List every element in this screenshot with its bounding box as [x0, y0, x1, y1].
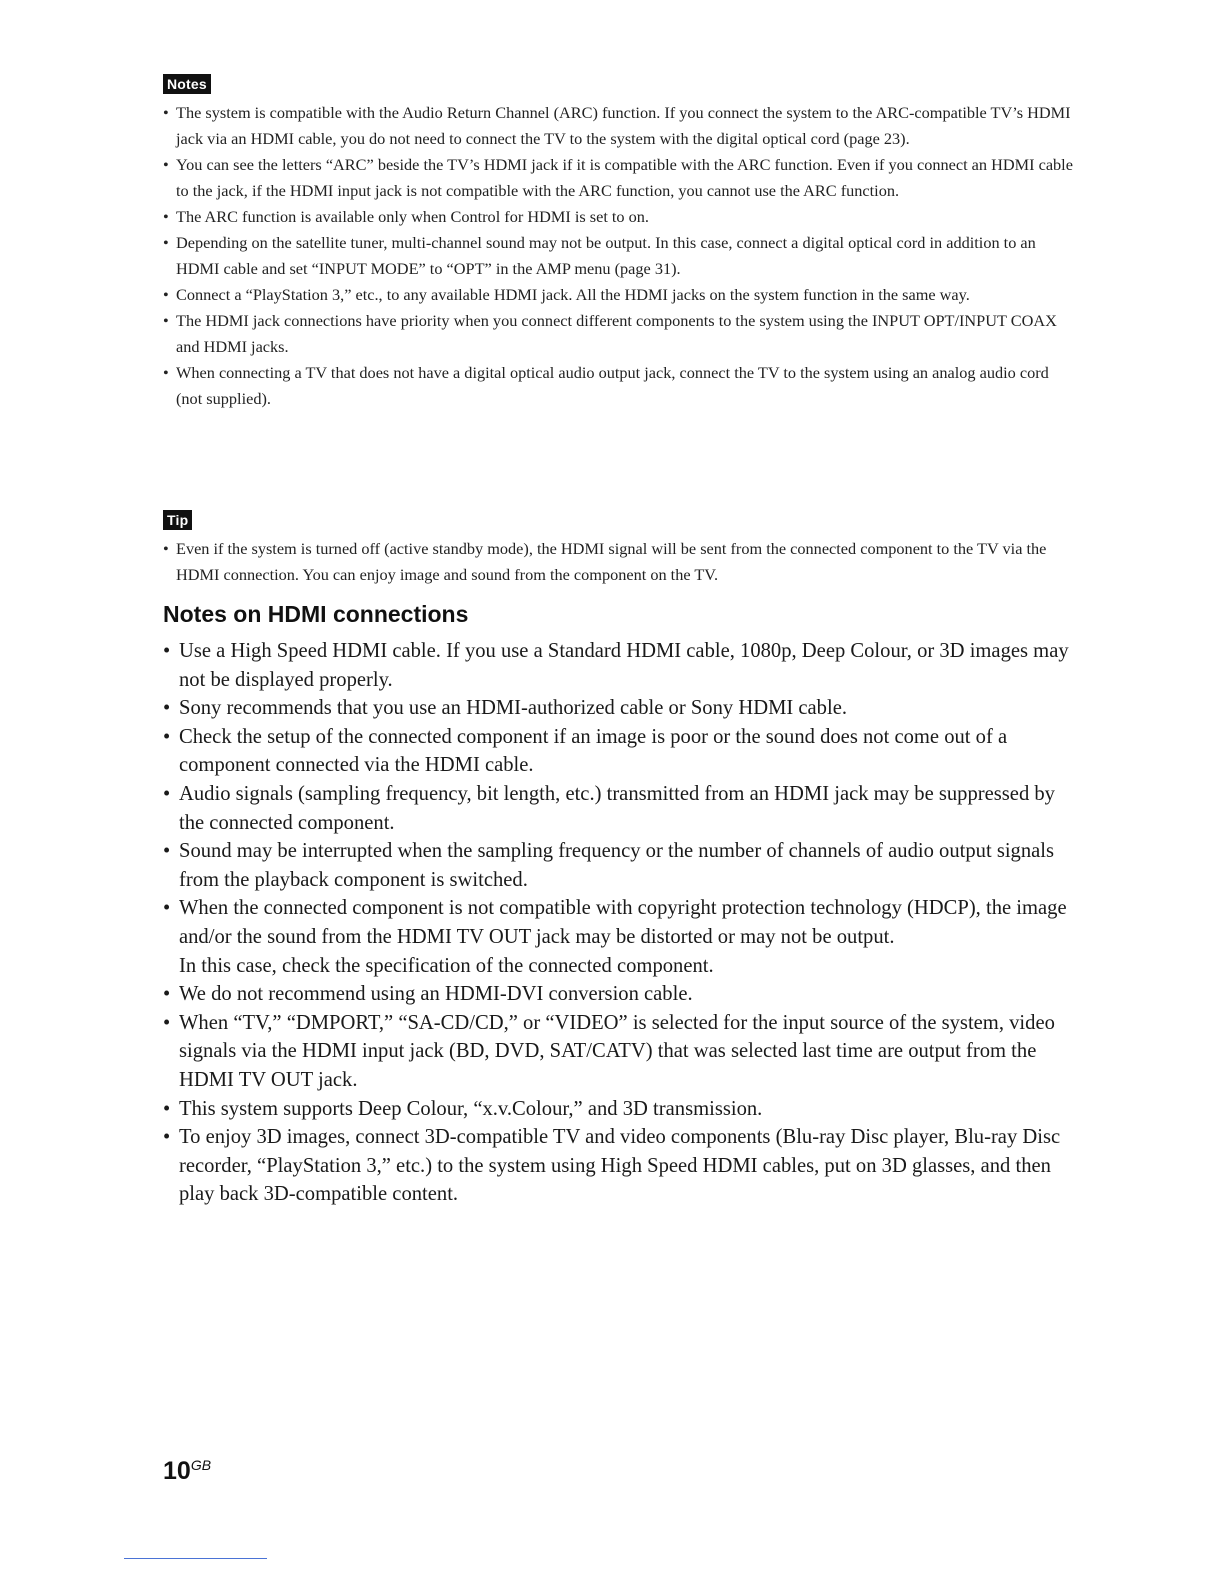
note-item: • When connecting a TV that does not have a digital optical audio output jack, connect the TV to the system using an analog audio cord (not supplied). — [163, 360, 1078, 412]
notes-list — [163, 100, 1078, 412]
tip-item: • Even if the system is turned off (active standby mode), the HDMI signal will be sent from the connected component to the TV via the HDMI connection. You can enjoy image and sound from the component on the TV. — [163, 536, 1078, 588]
page-number-suffix: GB — [190, 1457, 212, 1473]
hdmi-note-item: • This system supports Deep Colour, “x.v.Colour,” and 3D transmission. — [163, 1095, 1078, 1124]
note-item: • Depending on the satellite tuner, multi-channel sound may not be output. In this case, connect a digital optical cord in addition to an HDMI cable and set “INPUT MODE” to “OPT” in the AMP menu (page 31). — [163, 230, 1078, 282]
note-item: • Connect a “PlayStation 3,” etc., to any available HDMI jack. All the HDMI jacks on the system function in the same way. — [163, 282, 1078, 308]
hdmi-note-item: • When the connected component is not compatible with copyright protection technology (HDCP), the image and/or the sound from the HDMI TV OUT jack may be distorted or may not be output. — [163, 894, 1078, 951]
hdmi-note-item: • Sound may be interrupted when the sampling frequency or the number of channels of audio output signals from the playback component is switched. — [163, 837, 1078, 894]
section-heading: Notes on HDMI connections — [163, 601, 469, 627]
hdmi-note-item: • When “TV,” “DMPORT,” “SA-CD/CD,” or “VIDEO” is selected for the input source of the system, video signals via the HDMI input jack (BD, DVD, SAT/CATV) that was selected last time are output from the HDMI TV OUT jack. — [163, 1009, 1078, 1095]
note-item: • You can see the letters “ARC” beside the TV’s HDMI jack if it is compatible with the ARC function. Even if you connect an HDMI cable to the jack, if the HDMI input jack is not compatible with the ARC function, you cannot use the ARC function. — [163, 152, 1078, 204]
hdmi-note-item: • Audio signals (sampling frequency, bit length, etc.) transmitted from an HDMI jack may be suppressed by the connected component. — [163, 780, 1078, 837]
hdmi-note-item: • We do not recommend using an HDMI-DVI conversion cable. — [163, 980, 1078, 1009]
hdmi-note-item: • Sony recommends that you use an HDMI-authorized cable or Sony HDMI cable. — [163, 694, 1078, 723]
hdmi-note-item: • To enjoy 3D images, connect 3D-compatible TV and video components (Blu-ray Disc player, Blu-ray Disc recorder, “PlayStation 3,” etc.) to the system using High Speed HDMI cables, put on 3D glasses, and then play back 3D-compatible content. — [163, 1123, 1078, 1209]
tips-list — [163, 536, 1078, 588]
hdmi-note-item: • Use a High Speed HDMI cable. If you use a Standard HDMI cable, 1080p, Deep Colour, or 3D images may not be displayed properly. — [163, 637, 1078, 694]
note-item: • The HDMI jack connections have priority when you connect different components to the system using the INPUT OPT/INPUT COAX and HDMI jacks. — [163, 308, 1078, 360]
note-item: • The ARC function is available only when Control for HDMI is set to on. — [163, 204, 1078, 230]
notes-label: Notes — [163, 74, 211, 94]
hdmi-note-item: • Check the setup of the connected component if an image is poor or the sound does not come out of a component connected via the HDMI cable. — [163, 723, 1078, 780]
note-item: • The system is compatible with the Audio Return Channel (ARC) function. If you connect the system to the ARC-compatible TV’s HDMI jack via an HDMI cable, you do not need to connect the TV to the system with the digital optical cord (page 23). — [163, 100, 1078, 152]
hdmi-notes-list — [163, 637, 1078, 1209]
footer-divider — [124, 1558, 267, 1559]
tip-label: Tip — [163, 510, 192, 530]
hdmi-note-continuation: In this case, check the specification of the connected component. — [179, 954, 714, 977]
page-number — [163, 1456, 211, 1486]
page-number-value: 10 — [163, 1457, 191, 1485]
